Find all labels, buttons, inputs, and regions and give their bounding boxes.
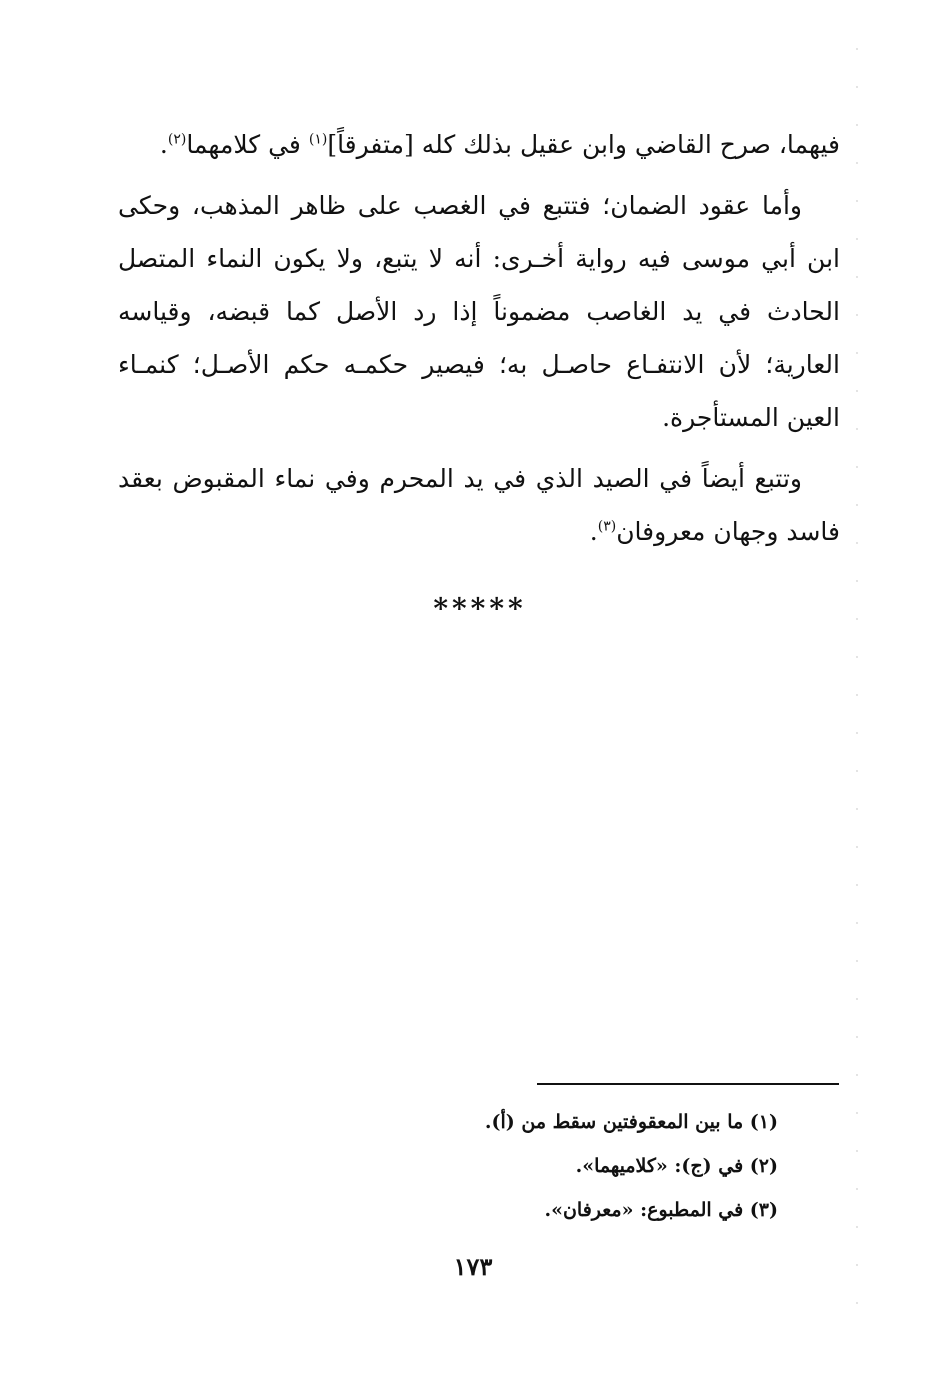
footnote-marker-3: (٣) [597,518,617,535]
paragraph-1-text-cont: في كلامهما [186,130,309,159]
paragraph-1 [118,118,840,171]
main-text [118,118,840,566]
paragraph-2: وأما عقود الضمان؛ فتتبع في الغصب على ظاهر المذهب، وحكى ابن أبي موسى فيه رواية أخـرى: أنه لا يتبع، ولا يكون النماء المتصل الحادث في يد الغاصب مضموناً إذا رد الأصل كما قبضه، وقياسه العارية؛ لأن الانتفـاع حاصـل به؛ فيصير حكمـه حكم الأصـل؛ كنمـاء العين المستأجرة. [118,191,840,432]
footnote-1: (١) ما بين المعقوفتين سقط من (أ). [484,1111,778,1133]
footnote-marker-1: (١) [308,131,328,148]
paragraph-1-end: . [159,130,168,159]
section-separator: ***** [433,592,527,625]
footnote-2: (٢) في (ج): «كلاميهما». [575,1155,778,1177]
footnotes [218,1100,778,1232]
paragraph-3-text: وتتبع أيضاً في الصيد الذي في يد المحرم وفي نماء المقبوض بعقد فاسد وجهان معروفان [118,464,840,546]
footnote-rule [537,1083,839,1085]
paragraph-3-end: . [589,517,598,546]
margin-dots [856,30,858,1340]
paragraph-3 [118,452,840,558]
footnote-3: (٣) في المطبوع: «معرفان». [544,1199,778,1221]
page-number: ١٧٣ [453,1252,493,1281]
footnote-marker-2: (٢) [167,131,187,148]
paragraph-1-text: فيهما، صرح القاضي وابن عقيل بذلك كله [متفرقاً] [327,130,840,159]
